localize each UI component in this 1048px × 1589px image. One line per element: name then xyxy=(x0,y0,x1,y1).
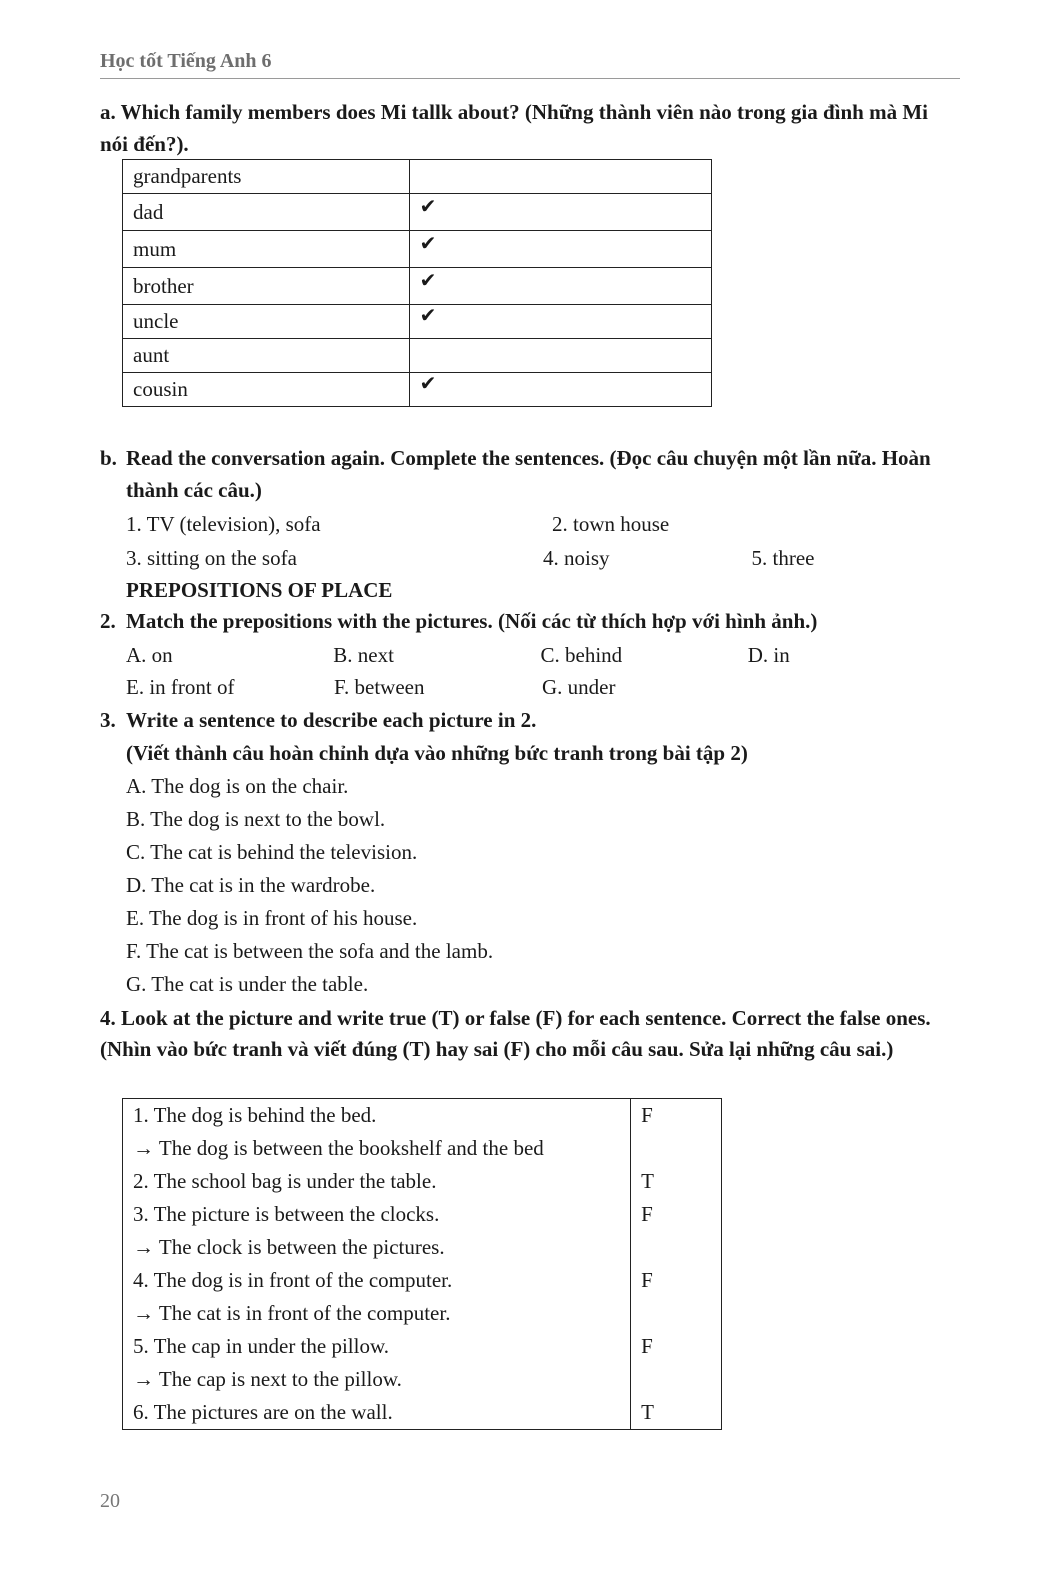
statement-line: 4. The dog is in front of the computer. xyxy=(133,1268,453,1292)
family-member-cell: cousin xyxy=(123,373,410,407)
check-cell xyxy=(409,194,711,231)
family-member-cell: uncle xyxy=(123,305,410,339)
family-member-cell: dad xyxy=(123,194,410,231)
exercise-4-label: 4. xyxy=(100,1006,116,1030)
check-cell xyxy=(409,305,711,339)
checkmark-icon: ✔ xyxy=(419,195,437,218)
family-row xyxy=(123,160,712,194)
answer-item: 2. town house xyxy=(552,512,670,536)
exercise-2-text: Match the prepositions with the pictures. (Nối các từ thích hợp với hình ảnh.) xyxy=(126,609,818,633)
correction-line: → The cap is next to the pillow. xyxy=(133,1367,402,1391)
check-cell xyxy=(409,339,711,373)
family-row xyxy=(123,373,712,407)
statement-line: 1. The dog is behind the bed. xyxy=(133,1103,377,1127)
answer-item: 5. three xyxy=(751,546,815,570)
section-b xyxy=(100,442,960,606)
exercise-4-text: Look at the picture and write true (T) or false (F) for each sentence. Correct the false ones. (Nhìn vào bức tranh và viết đúng (T) hay sai (F) cho mỗi câu sau. Sửa lại những câu sai.) xyxy=(100,1006,931,1061)
true-false-row xyxy=(123,1396,722,1430)
check-cell xyxy=(409,268,711,305)
sentence-item: G. The cat is under the table. xyxy=(126,972,369,996)
check-cell xyxy=(409,160,711,194)
checkmark-icon: ✔ xyxy=(419,373,437,395)
option-item: A. on xyxy=(126,643,173,667)
exercise-2-label: 2. xyxy=(100,609,116,633)
section-b-question xyxy=(100,442,960,506)
sentence-item: F. The cat is between the sofa and the lamb. xyxy=(126,939,494,963)
exercise-3-sentences xyxy=(126,770,960,1001)
option-item: D. in xyxy=(747,643,790,667)
check-cell xyxy=(409,373,711,407)
checkmark-icon: ✔ xyxy=(419,269,437,292)
option-item: F. between xyxy=(334,675,425,699)
statement-cell xyxy=(123,1165,631,1198)
section-a-question xyxy=(100,96,960,160)
family-member-cell: grandparents xyxy=(123,160,410,194)
exercise-3-question xyxy=(100,704,960,737)
correction-line: → The cat is in front of the computer. xyxy=(133,1301,451,1325)
true-false-row xyxy=(123,1165,722,1198)
sentence-item: C. The cat is behind the television. xyxy=(126,840,418,864)
statement-cell xyxy=(123,1396,631,1430)
correction-line: → The dog is between the bookshelf and the bed xyxy=(133,1136,544,1160)
family-row xyxy=(123,194,712,231)
statement-cell xyxy=(123,1264,631,1330)
sentence-item: E. The dog is in front of his house. xyxy=(126,906,418,930)
statement-cell xyxy=(123,1198,631,1264)
family-member-cell: aunt xyxy=(123,339,410,373)
section-a-label: a. xyxy=(100,100,116,124)
correction-line: → The clock is between the pictures. xyxy=(133,1235,445,1259)
family-row xyxy=(123,339,712,373)
exercise-4-question xyxy=(100,1003,960,1065)
exercise-2-question xyxy=(100,605,960,637)
page-number: 20 xyxy=(100,1490,120,1512)
answer-item: 4. noisy xyxy=(543,546,610,570)
true-false-row xyxy=(123,1198,722,1264)
family-member-cell: brother xyxy=(123,268,410,305)
prepositions-heading: PREPOSITIONS OF PLACE xyxy=(126,578,393,602)
statement-line: 6. The pictures are on the wall. xyxy=(133,1400,393,1424)
section-b-label: b. xyxy=(100,446,117,470)
answer-cell: F xyxy=(631,1264,722,1330)
family-member-cell: mum xyxy=(123,231,410,268)
option-item: C. behind xyxy=(540,643,623,667)
answer-item: 3. sitting on the sofa xyxy=(126,546,297,570)
option-item: B. next xyxy=(333,643,394,667)
statement-line: 3. The picture is between the clocks. xyxy=(133,1202,440,1226)
statement-cell xyxy=(123,1099,631,1166)
answer-row xyxy=(126,542,960,574)
answer-cell: T xyxy=(631,1165,722,1198)
true-false-row xyxy=(123,1264,722,1330)
option-item: G. under xyxy=(542,675,616,699)
section-b-text: Read the conversation again. Complete the sentences. (Đọc câu chuyện một lần nữa. Hoàn thành các câu.) xyxy=(126,446,931,502)
statement-line: 5. The cap in under the pillow. xyxy=(133,1334,390,1358)
sentence-item: D. The cat is in the wardrobe. xyxy=(126,873,376,897)
answer-cell: F xyxy=(631,1099,722,1166)
answer-cell: F xyxy=(631,1330,722,1396)
family-row xyxy=(123,268,712,305)
option-row xyxy=(126,639,960,671)
true-false-row xyxy=(123,1099,722,1166)
family-table xyxy=(122,159,712,407)
answer-cell: T xyxy=(631,1396,722,1430)
exercise-3 xyxy=(100,704,960,1001)
family-row xyxy=(123,305,712,339)
page-header xyxy=(100,50,960,79)
answer-row xyxy=(126,508,960,540)
family-row xyxy=(123,231,712,268)
exercise-3-text: Write a sentence to describe each picture in 2. xyxy=(126,708,537,732)
statement-cell xyxy=(123,1330,631,1396)
answer-item: 1. TV (television), sofa xyxy=(126,512,321,536)
exercise-3-question-vi: (Viết thành câu hoàn chỉnh dựa vào những bức tranh trong bài tập 2) xyxy=(126,741,748,765)
check-cell xyxy=(409,231,711,268)
checkmark-icon: ✔ xyxy=(419,305,437,327)
option-row xyxy=(126,671,960,703)
true-false-table xyxy=(122,1098,722,1430)
section-a-text: Which family members does Mi tallk about? (Những thành viên nào trong gia đình mà Mi nói đến?). xyxy=(100,100,928,156)
exercise-3-label: 3. xyxy=(100,708,116,732)
header-title: Học tốt Tiếng Anh 6 xyxy=(100,50,272,72)
sentence-item: A. The dog is on the chair. xyxy=(126,774,349,798)
option-item: E. in front of xyxy=(126,675,235,699)
checkmark-icon: ✔ xyxy=(419,232,437,255)
exercise-2 xyxy=(100,605,960,703)
true-false-row xyxy=(123,1330,722,1396)
sentence-item: B. The dog is next to the bowl. xyxy=(126,807,386,831)
statement-line: 2. The school bag is under the table. xyxy=(133,1169,437,1193)
answer-cell: F xyxy=(631,1198,722,1264)
